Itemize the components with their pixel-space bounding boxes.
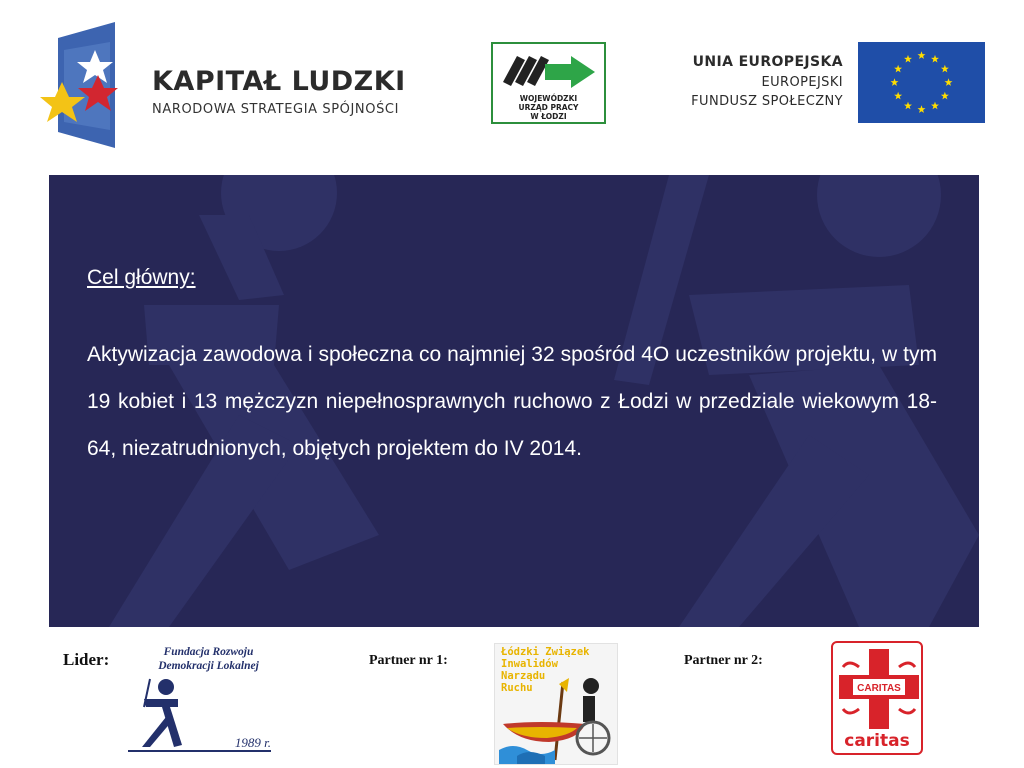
- wup-name: [493, 94, 604, 121]
- kapital-ludzki-subtitle: NARODOWA STRATEGIA SPÓJNOŚCI: [152, 102, 400, 117]
- eu-star-icon: [891, 78, 899, 86]
- eu-star-icon: [945, 78, 953, 86]
- lzi-line4: Ruchu: [501, 682, 533, 694]
- wup-arrow-icon: [499, 48, 599, 92]
- lider-label: Lider:: [63, 650, 110, 669]
- wup-line2: URZĄD PRACY: [518, 103, 579, 112]
- wup-line1: WOJEWÓDZKI: [519, 94, 578, 103]
- eu-star-icon: [941, 92, 949, 100]
- frdl-name: [146, 645, 271, 673]
- eu-stars-icon: [858, 42, 985, 123]
- eu-star-icon: [918, 105, 926, 113]
- eu-line2: EUROPEJSKI: [761, 75, 843, 90]
- lzi-canoe-wheelchair-icon: [499, 672, 615, 764]
- eu-star-icon: [918, 51, 926, 59]
- kapital-ludzki-title: KAPITAŁ LUDZKI: [152, 66, 406, 97]
- goal-title: Cel główny:: [87, 266, 196, 289]
- caritas-logo: [831, 641, 923, 755]
- eu-line1: UNIA EUROPEJSKA: [692, 54, 843, 70]
- kapital-ludzki-emblem-icon: [40, 20, 120, 155]
- caritas-word: caritas: [844, 731, 910, 751]
- goal-section: [87, 263, 937, 472]
- wup-logo: [491, 42, 606, 124]
- frdl-line1: Fundacja Rozwoju: [163, 646, 254, 658]
- lzi-line3: Narządu: [501, 670, 546, 682]
- eu-star-icon: [941, 65, 949, 73]
- lzi-line2: Inwalidów: [501, 658, 558, 670]
- eu-logo: [670, 42, 985, 124]
- eu-star-icon: [894, 92, 902, 100]
- frdl-figure-icon: [138, 677, 188, 749]
- frdl-logo: [128, 645, 273, 755]
- frdl-underline: [128, 750, 271, 752]
- eu-star-icon: [904, 55, 912, 63]
- goal-text: Aktywizacja zawodowa i społeczna co najmniej 32 spośród 4O uczestników projektu, w tym 19 kobiet i 13 mężczyzn niepełnosprawnych ruchowo z Łodzi w przedziale wiekowym 18-64, niezatrudnionych, objętych projektem do IV 2014.: [87, 343, 937, 460]
- lzi-logo: [494, 643, 618, 765]
- main-panel: [49, 175, 979, 627]
- frdl-line2: Demokracji Lokalnej: [158, 660, 259, 672]
- wup-line3: W ŁODZI: [530, 112, 567, 121]
- eu-name: [691, 52, 843, 111]
- frdl-year: 1989 r.: [234, 735, 271, 750]
- lzi-line1: Łódzki Związek: [501, 646, 590, 658]
- caritas-emblem-text: CARITAS: [857, 683, 901, 694]
- caritas-cross-icon: [839, 647, 919, 731]
- eu-star-icon: [904, 102, 912, 110]
- eu-flag: [858, 42, 985, 123]
- partner2-label: Partner nr 2:: [684, 653, 763, 668]
- eu-star-icon: [931, 55, 939, 63]
- kapital-ludzki-logo: [40, 20, 440, 155]
- eu-star-icon: [894, 65, 902, 73]
- eu-star-icon: [931, 102, 939, 110]
- eu-line3: FUNDUSZ SPOŁECZNY: [691, 94, 843, 109]
- partner1-label: Partner nr 1:: [369, 653, 448, 668]
